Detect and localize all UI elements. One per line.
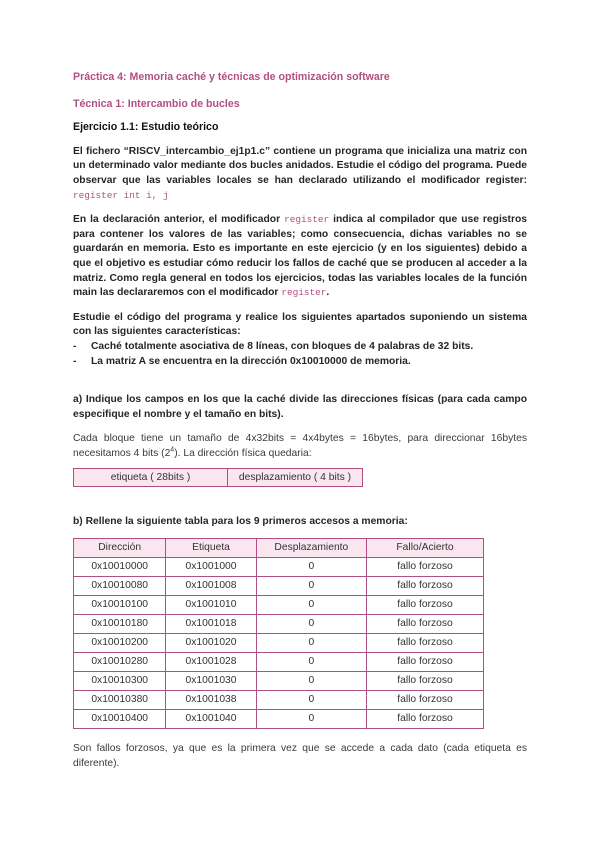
register-text-2: indica al compilador que use registros para contener los valores de las variables; como consecuencia, dichas variables no se guardarán en memoria. Esto es importante en este ejercicio (y en los siguientes) debido a que el objetivo es estudiar cómo reducir los fallos de caché que se producen al acceder a la matriz. Como regla general en todos los ejercicios, todas las variables locales de la función main las declararemos con el modificador	[73, 214, 527, 299]
cell-etiqueta: 0x1001038	[166, 691, 256, 710]
header-etiqueta: Etiqueta	[166, 539, 256, 558]
address-fields-table	[73, 468, 363, 487]
cell-fallo-acierto: fallo forzoso	[367, 577, 484, 596]
table-row	[74, 577, 484, 596]
table-row	[74, 672, 484, 691]
conclusion-paragraph: Son fallos forzosos, ya que es la primera vez que se accede a cada dato (cada etiqueta es diferente).	[73, 743, 527, 769]
register-keyword-1: register	[284, 214, 330, 226]
cell-desplazamiento: 0	[256, 615, 366, 634]
cell-desplazamiento: 0	[256, 653, 366, 672]
answer-a-text-2: ). La dirección física quedaria:	[174, 447, 312, 459]
technique-title: Técnica 1: Intercambio de bucles	[73, 97, 240, 110]
register-paragraph	[73, 213, 527, 301]
cell-desplazamiento: 0	[256, 558, 366, 577]
cell-etiqueta: 0x1001030	[166, 672, 256, 691]
system-specs-list	[73, 340, 527, 369]
table-row	[74, 653, 484, 672]
cell-etiqueta: 0x1001000	[166, 558, 256, 577]
cell-desplazamiento: 0	[256, 634, 366, 653]
register-declaration-code: register int i, j	[73, 189, 169, 201]
header-desplazamiento: Desplazamiento	[256, 539, 366, 558]
tag-field-cell: etiqueta ( 28bits )	[74, 469, 228, 487]
intro-text: El fichero “RISCV_intercambio_ej1p1.c” contiene un programa que inicializa una matriz con un determinado valor mediante dos bucles anidados. Estudie el código del programa. Puede observar que las variables locales se han declarado utilizando el modificador register:	[73, 145, 527, 186]
cell-etiqueta: 0x1001008	[166, 577, 256, 596]
answer-a-text-1: Cada bloque tiene un tamaño de 4x32bits = 4x4bytes = 16bytes, para direccionar 16bytes necesitamos 4 bits (2	[73, 433, 527, 459]
cell-etiqueta: 0x1001010	[166, 596, 256, 615]
register-keyword-2: register	[281, 287, 327, 299]
offset-field-cell: desplazamiento ( 4 bits )	[228, 469, 363, 487]
table-header-row	[74, 539, 484, 558]
cell-desplazamiento: 0	[256, 710, 366, 729]
intro-paragraph	[73, 145, 527, 203]
table-row	[74, 615, 484, 634]
exercise-title: Ejercicio 1.1: Estudio teórico	[73, 121, 219, 134]
cell-fallo-acierto: fallo forzoso	[367, 653, 484, 672]
spec-item: - La matriz A se encuentra en la dirección 0x10010000 de memoria.	[91, 355, 527, 370]
table-body	[74, 558, 484, 729]
question-b: b) Rellene la siguiente tabla para los 9 primeros accesos a memoria:	[73, 516, 408, 528]
cell-fallo-acierto: fallo forzoso	[367, 615, 484, 634]
table-row	[74, 710, 484, 729]
spec-item: - Caché totalmente asociativa de 8 líneas, con bloques de 4 palabras de 32 bits.	[91, 340, 527, 355]
register-text-1: En la declaración anterior, el modificador	[73, 214, 285, 226]
access-table	[73, 538, 484, 729]
cell-desplazamiento: 0	[256, 672, 366, 691]
cell-desplazamiento: 0	[256, 577, 366, 596]
table-row	[74, 634, 484, 653]
question-a: a) Indique los campos en los que la caché divide las direcciones físicas (para cada campo especifique el nombre y el tamaño en bits).	[73, 394, 527, 420]
cell-desplazamiento: 0	[256, 596, 366, 615]
cell-direccion: 0x10010000	[74, 558, 166, 577]
practice-title: Práctica 4: Memoria caché y técnicas de optimización software	[73, 71, 390, 83]
cell-fallo-acierto: fallo forzoso	[367, 558, 484, 577]
system-paragraph: Estudie el código del programa y realice los siguientes apartados suponiendo un sistema con las siguientes características:	[73, 311, 527, 338]
cell-etiqueta: 0x1001018	[166, 615, 256, 634]
cell-etiqueta: 0x1001028	[166, 653, 256, 672]
cell-fallo-acierto: fallo forzoso	[367, 691, 484, 710]
cell-fallo-acierto: fallo forzoso	[367, 710, 484, 729]
cell-direccion: 0x10010380	[74, 691, 166, 710]
document-content	[73, 70, 527, 771]
cell-direccion: 0x10010400	[74, 710, 166, 729]
cell-direccion: 0x10010180	[74, 615, 166, 634]
register-text-3: .	[326, 287, 330, 299]
cell-desplazamiento: 0	[256, 691, 366, 710]
table-row	[74, 691, 484, 710]
header-direccion: Dirección	[74, 539, 166, 558]
table-row	[74, 596, 484, 615]
cell-fallo-acierto: fallo forzoso	[367, 634, 484, 653]
table-row	[74, 558, 484, 577]
answer-a-superscript: 4	[170, 446, 175, 454]
cell-direccion: 0x10010200	[74, 634, 166, 653]
cell-etiqueta: 0x1001040	[166, 710, 256, 729]
cell-fallo-acierto: fallo forzoso	[367, 672, 484, 691]
cell-fallo-acierto: fallo forzoso	[367, 596, 484, 615]
header-fallo-acierto: Fallo/Acierto	[367, 539, 484, 558]
cell-direccion: 0x10010300	[74, 672, 166, 691]
cell-direccion: 0x10010080	[74, 577, 166, 596]
cell-etiqueta: 0x1001020	[166, 634, 256, 653]
cell-direccion: 0x10010280	[74, 653, 166, 672]
cell-direccion: 0x10010100	[74, 596, 166, 615]
answer-a-paragraph	[73, 432, 527, 461]
